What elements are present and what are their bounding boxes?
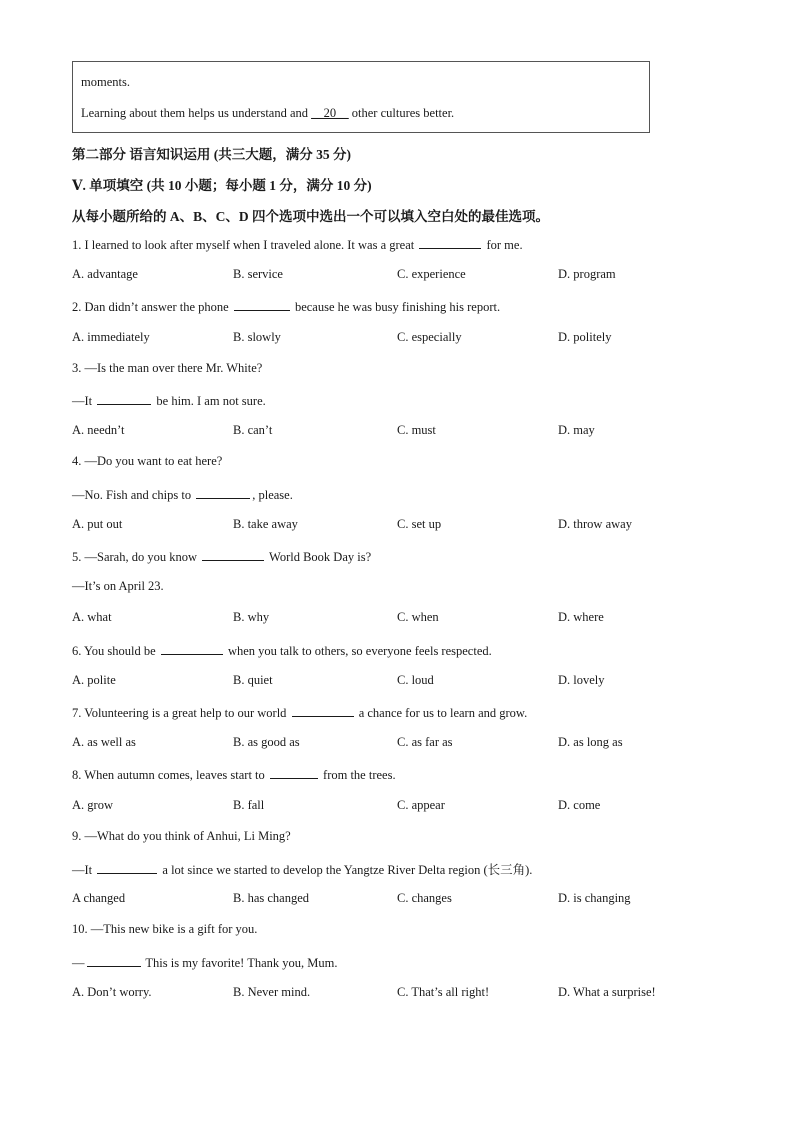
question-2-line-1 — [72, 298, 500, 315]
question-9-option-a: A changed — [72, 891, 126, 906]
answer-blank — [419, 236, 481, 249]
question-4-line-1 — [72, 454, 222, 469]
answer-blank — [196, 486, 250, 499]
question-5-option-a: A. what — [72, 610, 112, 625]
question-4-option-b: B. take away — [233, 516, 298, 531]
question-text: —It — [72, 394, 96, 408]
question-text-after: from the trees. — [319, 768, 396, 783]
answer-blank — [202, 548, 264, 561]
question-8-line-1 — [72, 766, 396, 783]
question-text-after: be him. I am not sure. — [153, 394, 266, 408]
passage-line-2-after: other cultures better. — [348, 106, 455, 120]
question-text: 10. —This new bike is a gift for you. — [72, 922, 258, 937]
question-8-option-c: C. appear — [397, 797, 445, 812]
question-6-option-d: D. lovely — [558, 672, 605, 687]
question-8-option-d: D. come — [558, 797, 601, 812]
question-10-option-c: C. That’s all right! — [397, 984, 490, 999]
question-10-option-b: B. Never mind. — [233, 984, 311, 999]
question-1-line-1 — [72, 236, 523, 253]
passage-line-1: moments. — [81, 75, 130, 89]
question-text-after: because he was busy finishing his report. — [291, 300, 501, 315]
question-5-option-b: B. why — [233, 610, 270, 625]
question-7-option-d: D. as long as — [558, 735, 623, 750]
question-text: — — [72, 955, 85, 970]
question-4-option-d: D. throw away — [558, 516, 632, 531]
passage-line-2-before: Learning about them helps us understand and — [81, 106, 312, 120]
question-4-option-a: A. put out — [72, 516, 123, 531]
answer-blank — [270, 766, 318, 779]
answer-blank — [87, 954, 141, 967]
question-7-option-c: C. as far as — [397, 735, 453, 750]
question-text-after: for me. — [483, 238, 523, 252]
question-7-option-a: A. as well as — [72, 735, 136, 750]
question-text-after: This is my favorite! Thank you, Mum. — [142, 955, 338, 970]
question-text: —It — [72, 863, 96, 877]
question-text: 3. —Is the man over there Mr. White? — [72, 360, 263, 375]
question-text-after: World Book Day is? — [266, 550, 372, 564]
question-1-option-c: C. experience — [397, 267, 466, 282]
question-7-line-1 — [72, 704, 527, 721]
question-10-line-1 — [72, 922, 257, 937]
question-text: 7. Volunteering is a great help to our world — [72, 706, 290, 720]
question-7-option-b: B. as good as — [233, 735, 300, 750]
question-text-after: when you talk to others, so everyone feels respected. — [224, 643, 492, 658]
question-9-option-b: B. has changed — [233, 891, 310, 906]
question-5-option-d: D. where — [558, 610, 604, 625]
question-3-option-c: C. must — [397, 423, 436, 438]
question-3-line-1 — [72, 361, 262, 376]
question-3-option-a: A. needn’t — [72, 423, 125, 438]
answer-blank — [292, 704, 354, 717]
section-heading: Ⅴ. 单项填空 (共 10 小题；每小题 1 分，满分 10 分) — [72, 178, 372, 193]
question-5-line-2 — [72, 579, 164, 594]
question-4-line-2 — [72, 486, 293, 503]
question-1-option-d: D. program — [558, 267, 616, 282]
instructions: 从每小题所给的 A、B、C、D 四个选项中选出一个可以填入空白处的最佳选项。 — [72, 209, 550, 224]
blank-20: __20__ — [311, 106, 349, 120]
question-6-option-c: C. loud — [397, 672, 434, 687]
answer-blank — [234, 298, 290, 311]
question-text: 1. I learned to look after myself when I traveled alone. It was a great — [72, 238, 418, 252]
question-2-option-c: C. especially — [397, 329, 462, 344]
question-3-line-2 — [72, 392, 266, 409]
question-4-option-c: C. set up — [397, 516, 442, 531]
question-text: —No. Fish and chips to — [72, 487, 195, 502]
question-2-option-b: B. slowly — [233, 329, 281, 344]
question-text-after: , please. — [252, 487, 293, 502]
question-text: —It’s on April 23. — [72, 579, 164, 594]
question-2-option-a: A. immediately — [72, 329, 150, 344]
question-3-option-d: D. may — [558, 423, 595, 438]
question-text: 5. —Sarah, do you know — [72, 550, 201, 564]
question-9-option-d: D. is changing — [558, 891, 631, 906]
question-5-line-1 — [72, 548, 371, 565]
question-text-after: a chance for us to learn and grow. — [355, 706, 528, 720]
question-9-line-2 — [72, 860, 532, 878]
question-10-option-a: A. Don’t worry. — [72, 984, 152, 999]
question-text: 9. —What do you think of Anhui, Li Ming? — [72, 828, 291, 843]
answer-blank — [97, 861, 157, 874]
question-1-option-a: A. advantage — [72, 267, 138, 282]
question-10-line-2 — [72, 954, 338, 971]
question-9-option-c: C. changes — [397, 891, 452, 906]
question-text: 4. —Do you want to eat here? — [72, 454, 223, 469]
question-6-option-b: B. quiet — [233, 672, 273, 687]
question-8-option-b: B. fall — [233, 797, 265, 812]
question-2-option-d: D. politely — [558, 329, 612, 344]
question-6-option-a: A. polite — [72, 672, 116, 687]
question-text: 8. When autumn comes, leaves start to — [72, 768, 268, 783]
question-text: 2. Dan didn’t answer the phone — [72, 300, 232, 315]
question-9-line-1 — [72, 829, 291, 844]
question-5-option-c: C. when — [397, 610, 439, 625]
passage-line-2 — [81, 106, 454, 121]
part-two-heading: 第二部分 语言知识运用 (共三大题，满分 35 分) — [72, 147, 351, 162]
question-text: 6. You should be — [72, 643, 159, 658]
answer-blank — [97, 392, 151, 405]
answer-blank — [161, 642, 223, 655]
question-10-option-d: D. What a surprise! — [558, 984, 656, 999]
passage-box — [72, 61, 650, 133]
question-text-after: a lot since we started to develop the Yangtze River Delta region (长三角). — [159, 863, 533, 877]
question-6-line-1 — [72, 642, 492, 659]
question-8-option-a: A. grow — [72, 797, 113, 812]
question-1-option-b: B. service — [233, 267, 283, 282]
question-3-option-b: B. can’t — [233, 423, 273, 438]
